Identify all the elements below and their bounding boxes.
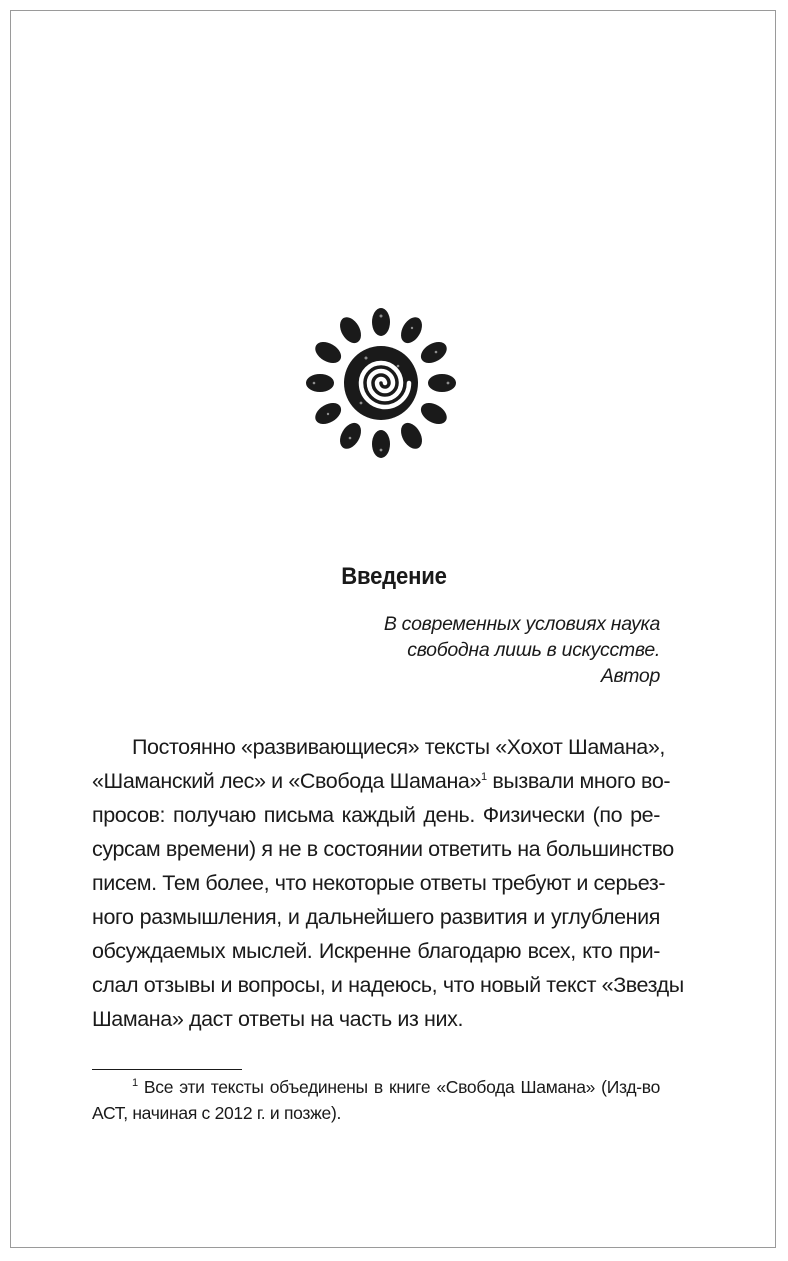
epigraph	[384, 611, 660, 689]
sun-ray-7	[372, 430, 390, 458]
text-line: сурсам времени) я не в состоянии ответить на большинство	[92, 837, 674, 861]
sun-ray-8	[336, 419, 366, 452]
epigraph-author: Автор	[600, 665, 660, 687]
sun-ray-2	[397, 314, 427, 347]
text-line: просов: получаю письма каждый день. Физически (по ре-	[92, 803, 660, 827]
sun-ray-3	[417, 338, 450, 368]
text-line: Шамана» даст ответы на часть из них.	[92, 1007, 464, 1031]
footnote-line	[92, 1074, 660, 1100]
sun-ray-5	[417, 399, 450, 429]
text-span: «Шаманский лес» и «Свобода Шамана»	[92, 769, 482, 793]
body-paragraph	[92, 730, 684, 1036]
text-line	[92, 764, 671, 798]
footnote-line: АСТ, начиная с 2012 г. и позже).	[92, 1103, 342, 1123]
chapter-title: Введение	[341, 563, 447, 590]
epigraph-line: В современных условиях наука	[383, 613, 660, 635]
text-line: слал отзывы и вопросы, и надеюсь, что новый текст «Звезды	[92, 973, 684, 997]
footnote-reference[interactable]: 1	[481, 770, 487, 783]
epigraph-line: свободна лишь в искусстве.	[407, 639, 660, 661]
sun-ray-10	[306, 374, 334, 392]
footnote-text: Все эти тексты объединены в книге «Свобода Шамана» (Изд-во	[137, 1077, 660, 1097]
sun-ray-1	[372, 308, 390, 336]
spiral-sun-icon	[306, 308, 456, 458]
footnote-divider	[92, 1069, 242, 1070]
text-span: вызвали много во-	[486, 769, 671, 793]
footnote-mark: 1	[132, 1077, 138, 1090]
sun-ray-6	[397, 419, 427, 452]
text-line: ного размышления, и дальнейшего развития и углубления	[92, 905, 660, 929]
sun-ray-12	[336, 314, 366, 347]
sun-ray-11	[312, 338, 345, 368]
text-line: писем. Тем более, что некоторые ответы требуют и серьез-	[92, 871, 666, 895]
text-line: обсуждаемых мыслей. Искренне благодарю всех, кто при-	[92, 939, 660, 963]
text-line: Постоянно «развивающиеся» тексты «Хохот Шамана»,	[132, 735, 665, 759]
footnote	[92, 1074, 660, 1126]
sun-ray-4	[428, 374, 456, 392]
